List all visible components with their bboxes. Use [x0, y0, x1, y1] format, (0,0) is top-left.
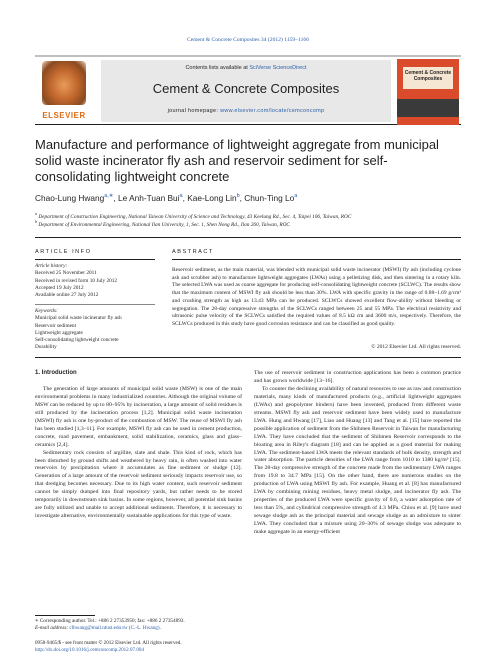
section-heading: 1. Introduction [35, 370, 77, 376]
keywords-label: Keywords: [35, 308, 58, 314]
homepage-prefix: journal homepage: [167, 108, 221, 114]
keyword: Reservoir sediment [35, 322, 77, 329]
bottom-meta [35, 640, 295, 654]
paragraph: The generation of large amounts of municipal solid waste (MSW) is one of the main environmental problems in many industrialized countries. Although the original volume of MSW can be reduced by up to 80–95% by incineration, a large amount of solid residues is still produced by the incineration process [1,2]. Municipal solid waste incineration (MSWI) fly ash is one by-product of the combustion of MSW. The reuse of MSWI fly ash has been studied [1,3–11]. For example, MSWI fly ash can be used in cement production, concrete, road pavement, embankment, solid stabilization, ceramics, glass and glass–ceramics [2,4]. [35, 385, 242, 448]
history-item: Accepted 19 July 2012 [35, 284, 84, 291]
contents-prefix: Contents lists available at [185, 65, 250, 71]
cover-band [397, 99, 459, 117]
divider [35, 259, 155, 260]
article-title: Manufacture and performance of lightweight aggregate from municipal solid waste incinerator fly ash and reservoir sediment for self-consolidating lightweight concrete [35, 137, 439, 184]
divider [35, 357, 461, 358]
author-mark[interactable]: a [294, 193, 298, 200]
keywords [35, 308, 155, 352]
author-mark[interactable]: b [236, 193, 240, 200]
history-label: Article history: [35, 263, 68, 269]
paragraph: To counter the declining availability of natural resources to use as raw and construction materials, many kinds of manufactured products (e.g., artificial lightweight aggregates (LWAs) and geopolymer binders) have been invented, produced from different waste streams. MSWI fly ash and reservoir sediment have been widely used to manufacture LWA. Hung and Hwang [17], Liao and Huang [13] and Tang et al. [15] have reported the possible application of sediment from the Shihmen Reservoir in Taiwan for manufacturing LWA. They have concluded that the sediment of Shihmen Reservoir corresponds to the bloating area in Riley's diagram [18] and can be applied as a good material for making LWA. The sediment-based LWA meets the relevant standards of bulk density, strength and water absorption. The particle densities of the LWA range from 1010 to 1380 kg/m³ [15]. The 28-day compressive strength of the concrete made from the sedimentary LWA ranges from 19.8 to 34.7 MPa [15]. On the other hand, there are numerous studies on the production of LWA using MSWI fly ash. For example, Huang et al. [8] has manufactured LWA by combining mining residues, heavy metal sludge, and incinerator fly ash. The properties of the produced LWA were specific gravity of 0.6, a water adsorption rate of less than 5%, and cylindrical compressive strength of 4.3 MPa. Chiou et al. [9] have used sewage sludge ash as the principal material and sewage sludge as an admixture to sinter LWA. They concluded that a mixture using 20–30% of sewage sludge was adequate to make aggregate in an energy-efficient [254, 385, 461, 536]
abstract-text: Reservoir sediment, as the main material, was blended with municipal solid waste incinerator (MSWI) fly ash (including cyclone ash and scrubber ash) to manufacture lightweight aggregates (LWAs) using a pelletizing disk, and then sintering in a rotary kiln. The selected LWA was used as coarse aggregate for producing self-consolidating lightweight concrete (SCLWC). The results show that the maximum content of MSWI fly ash should be less than 30%. LWA with specific gravity in the range of 0.88–1.69 g/cm³ and crushing strength as high as 13.43 MPa can be produced. SCLWCs showed excellent flow-ability without bleeding or segregation. The 28-day compressive strengths of the SCLWCs ranged between 25 and 55 MPa. The electrical resistivity and ultrasonic pulse velocity of the SCLWCs satisfied the required values of 8.5 kΩ cm and 3600 m/s, respectively. Therefore, the SCLWCs produced in this study have good corrosion resistance and can be classified as good quality. [172, 267, 461, 327]
author-name[interactable]: Chao-Lung Hwang [35, 193, 105, 203]
doi-link[interactable]: http://dx.doi.org/10.1016/j.cemconcomp.2012.07.004 [35, 646, 144, 653]
history-item: Available online 27 July 2012 [35, 292, 99, 299]
journal-homepage-link[interactable]: www.elsevier.com/locate/cemconcomp [220, 108, 325, 114]
copyright: © 2012 Elsevier Ltd. All rights reserved. [371, 344, 461, 350]
keyword: Durability [35, 344, 57, 351]
author-name[interactable]: Kae-Long Lin [187, 193, 237, 203]
author-name[interactable]: Le Anh-Tuan Bui [118, 193, 180, 203]
footnote [35, 618, 242, 632]
divider [35, 237, 461, 238]
author-mark[interactable]: a [179, 193, 183, 200]
keyword: Self-consolidating lightweight concrete [35, 337, 119, 344]
footnote-divider [35, 615, 95, 616]
affiliation-mark: a [35, 211, 37, 216]
journal-name: Cement & Concrete Composites [152, 81, 340, 96]
journal-cover-thumbnail[interactable] [397, 59, 459, 125]
elsevier-logo[interactable] [37, 61, 91, 123]
journal-banner [101, 60, 391, 122]
affiliation-text: Department of Construction Engineering, National Taiwan University of Science and Technology, 43 Keelung Rd., Sec. 4, Taipei 106, Taiwan, ROC [38, 213, 352, 220]
journal-header [35, 55, 461, 125]
history-item: Received 25 November 2011 [35, 270, 97, 277]
email-label: E-mail address: [35, 625, 70, 631]
journal-reference[interactable]: Cement & Concrete Composites 34 (2012) 1159–1166 [186, 37, 309, 43]
paragraph: The use of reservoir sediment in construction applications has been a common practice and has grown worldwide [13–16]. [254, 370, 461, 384]
history-item: Received in revised form 10 July 2012 [35, 277, 118, 284]
divider [172, 259, 461, 260]
sciencedirect-link[interactable]: SciVerse ScienceDirect [249, 65, 307, 71]
body-column-right [254, 370, 461, 537]
affiliation [35, 219, 465, 228]
author-mark[interactable]: a,∗ [104, 193, 114, 200]
author-list: Chao-Lung Hwang$^{a,∗}$, Le Anh-Tuan Bui$^a$, Kae-Long Lin$^b$, Chun-Ting Lo$^a$ [35, 193, 298, 203]
homepage-line [101, 108, 391, 114]
publisher-logo-text: ELSEVIER [42, 111, 86, 120]
issn-line: 0958-9465/$ - see front matter © 2012 Elsevier Ltd. All rights reserved. [35, 640, 182, 646]
divider [35, 304, 155, 305]
email-link[interactable]: clhwang@mail.ntust.edu.tw (C.-L. Hwang). [69, 625, 161, 631]
article-history [35, 263, 155, 299]
keyword: Lightweight aggregate [35, 329, 83, 336]
corresponding-author-note: ∗ Corresponding author. Tel.: +886 2 27353950; fax: +886 2 27354893. [35, 618, 185, 624]
elsevier-tree-icon [42, 61, 86, 105]
article-info-heading: ARTICLE INFO [35, 249, 92, 255]
paragraph: Sedimentary rock consists of argillite, slate and shale. This kind of rock, which has been disturbed by ground shifts and weathered by heavy rain, is often washed into water reservoirs by precipitation where it accumulates as fine sediment or sludge [12]. Generation of a large amount of the reservoir sediment seriously impacts reservoir use, so that dredging becomes necessary. Due to its high water content, such reservoir sediment cannot be simply dumped into final repository yards, but rather needs to be stored temporarily in downstream sink basins. In some regions, however, all potential sink basins are fully utilized and unable to accept additional sediments. Therefore, it is necessary to investigate alternative, environmentally sustainable applications for this type of waste. [35, 449, 242, 520]
email-line [35, 625, 242, 632]
body-column-left [35, 370, 242, 521]
affiliation-mark: b [35, 219, 37, 224]
abstract-heading: ABSTRACT [172, 249, 214, 255]
contents-line [101, 65, 391, 71]
affiliation-text: Department of Environmental Engineering, National Ilan University, 1, Sec. 1, Shen Nong Rd., Ilan 260, Taiwan, ROC [38, 221, 290, 228]
keyword: Municipal solid waste incinerator fly ash [35, 315, 122, 322]
author-name[interactable]: Chun-Ting Lo [244, 193, 295, 203]
cover-title: Cement & Concrete Composites [403, 67, 453, 89]
